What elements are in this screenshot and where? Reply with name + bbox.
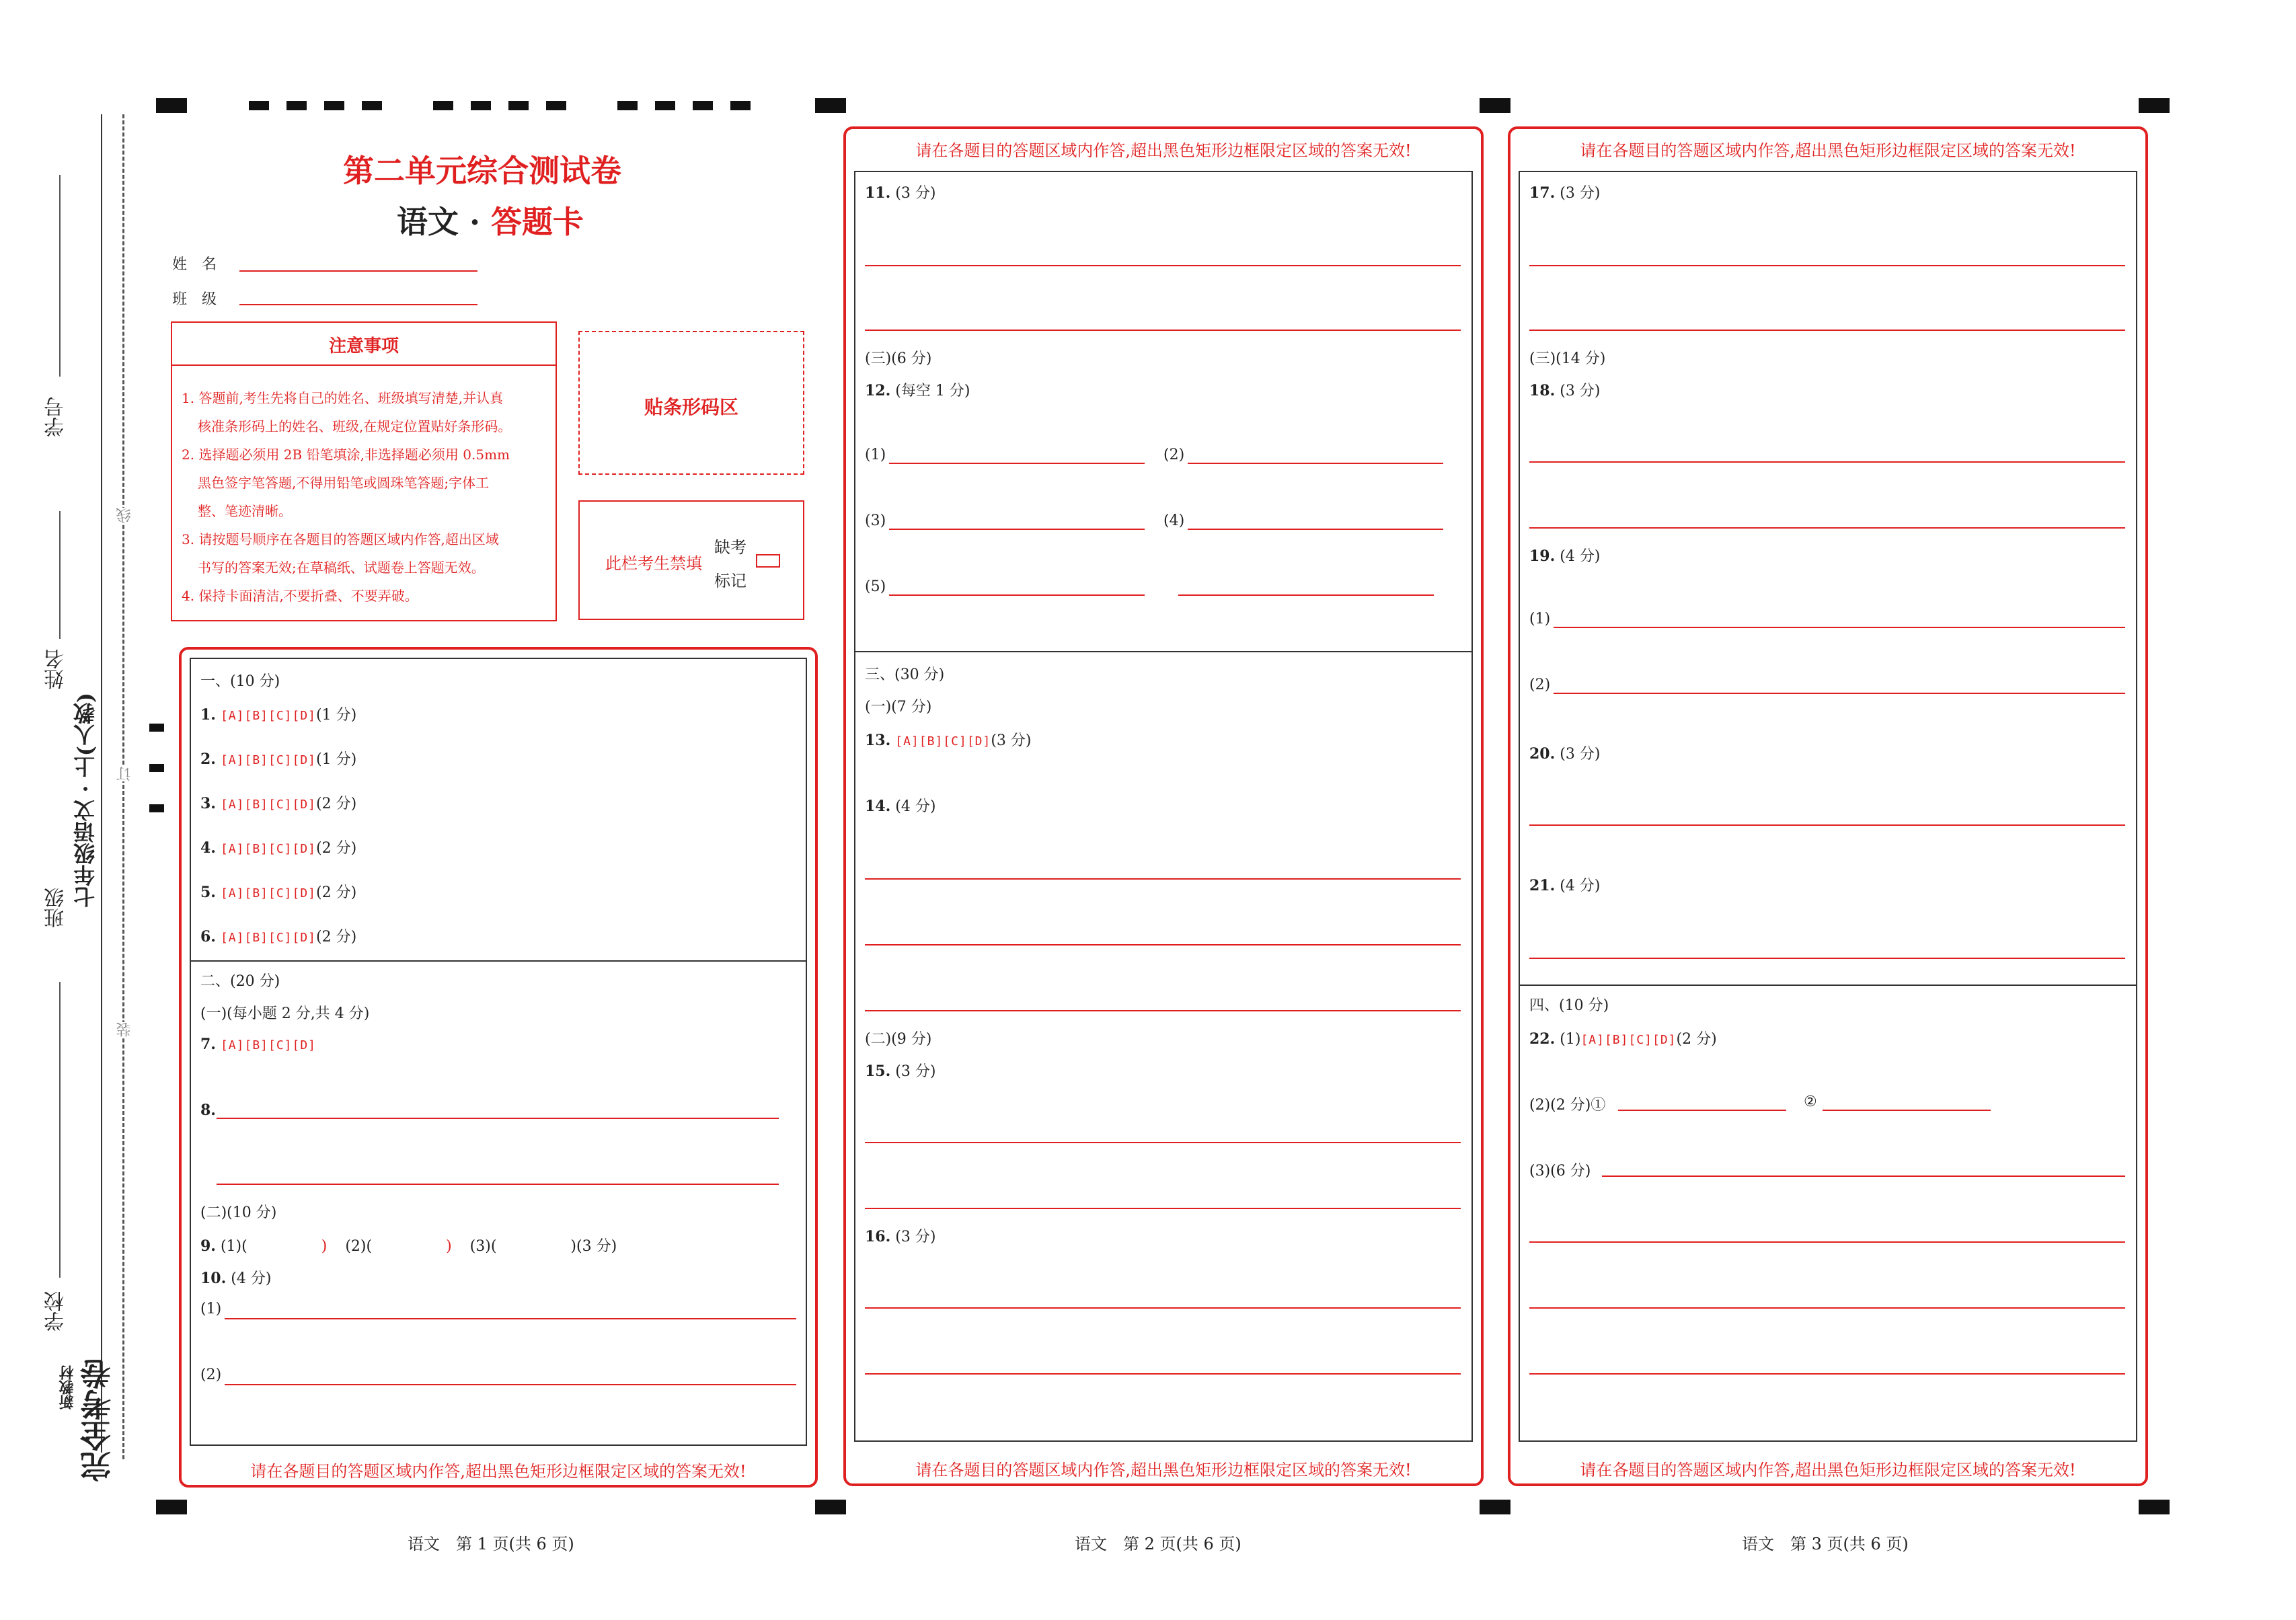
answer-line[interactable] [225, 1384, 796, 1385]
margin-grade: 七年级语文 · 上(人教) [73, 693, 98, 908]
q-number: 3. [200, 795, 216, 812]
q-number: 15. [865, 1063, 891, 1080]
q5-row[interactable] [200, 881, 356, 902]
q-score: (1 分) [316, 707, 357, 724]
blank-label: (4) [1163, 512, 1185, 529]
binding-dash-line [122, 114, 124, 1459]
answer-line[interactable] [865, 1208, 1461, 1209]
timing-mark [433, 101, 453, 110]
q9-part: (2)( [345, 1238, 373, 1255]
subsection-heading: (一)(7 分) [865, 699, 932, 716]
q-score: (2 分) [1676, 1031, 1717, 1048]
choice-options[interactable]: [A][B][C][D] [220, 931, 317, 945]
choice-options[interactable]: [A][B][C][D] [220, 1038, 317, 1052]
q-number: 19. [1529, 547, 1556, 565]
subtitle-prefix: 语文 · [397, 204, 492, 240]
seal-mark: 装 [114, 1022, 135, 1037]
notice-box [171, 321, 557, 621]
margin-line [101, 114, 102, 1453]
q-score: (2 分) [316, 796, 357, 812]
q10-heading [200, 1267, 271, 1288]
page-title: 第二单元综合测试卷 [343, 153, 621, 189]
q20-heading [1529, 742, 1600, 763]
q19-heading [1529, 545, 1600, 566]
answer-line[interactable] [889, 529, 1145, 530]
answer-line[interactable] [1529, 330, 2125, 331]
corner-mark [815, 1500, 846, 1514]
answer-line[interactable] [1529, 1373, 2125, 1375]
q-score: (3 分) [1560, 185, 1601, 202]
q9-part: ) [446, 1238, 452, 1255]
q-score: (4 分) [895, 798, 936, 815]
subsection-heading: (一)(每小题 2 分,共 4 分) [200, 1005, 370, 1022]
choice-options[interactable]: [A][B][C][D] [895, 734, 991, 748]
corner-mark [1480, 98, 1510, 113]
q-number: 10. [200, 1270, 227, 1287]
q-number: 12. [865, 382, 891, 399]
answer-line[interactable] [1529, 461, 2125, 463]
answer-line[interactable] [865, 944, 1461, 946]
q-number: 7. [200, 1036, 216, 1053]
subsection-heading: (二)(10 分) [200, 1204, 277, 1221]
answer-line[interactable] [1188, 463, 1443, 464]
q18-heading [1529, 379, 1600, 400]
name-field[interactable] [239, 270, 477, 272]
warning-text: 请在各题目的答题区域内作答,超出黑色矩形边框限定区域的答案无效! [915, 141, 1412, 160]
q9-part: ) [321, 1238, 328, 1255]
notice-divider [172, 364, 556, 366]
barcode-label: 贴条形码区 [644, 396, 738, 418]
choice-options[interactable]: [A][B][C][D] [220, 886, 317, 900]
answer-line[interactable] [1529, 265, 2125, 266]
answer-line[interactable] [1554, 693, 2125, 694]
q-number: 17. [1529, 184, 1556, 202]
q4-row[interactable] [200, 837, 356, 857]
name-label: 姓 名 [172, 256, 217, 273]
seal-mark: 线 [114, 508, 135, 523]
q22-part: (2)(2 分)① [1529, 1097, 1606, 1114]
q-number: 8. [200, 1102, 216, 1119]
notice-line: 2. 选择题必须用 2B 铅笔填涂,非选择题必须用 0.5mm [182, 447, 510, 463]
q-score: (3 分) [1560, 746, 1601, 763]
timing-mark [508, 101, 529, 110]
student-no-line[interactable] [59, 175, 61, 377]
q-number: 9. [200, 1237, 216, 1255]
side-mark [149, 804, 164, 812]
answer-area-page2-top [854, 171, 1473, 652]
q22-row[interactable] [1529, 1028, 1717, 1048]
q3-row[interactable] [200, 792, 356, 813]
corner-mark [156, 98, 187, 113]
answer-line[interactable] [217, 1184, 779, 1185]
absent-box [578, 500, 804, 620]
timing-mark [730, 101, 751, 110]
q-score: (2 分) [316, 840, 357, 857]
q7-row[interactable] [200, 1036, 316, 1053]
class-field[interactable] [239, 304, 477, 305]
q-number: 5. [200, 884, 216, 901]
q-number: 16. [865, 1228, 891, 1245]
notice-line: 4. 保持卡面清洁,不要折叠、不要弄破。 [182, 588, 418, 604]
margin-name: 姓名 [44, 649, 68, 689]
q14-heading [865, 795, 935, 816]
q1-row[interactable] [200, 703, 356, 724]
warning-text: 请在各题目的答题区域内作答,超出黑色矩形边框限定区域的答案无效! [915, 1461, 1412, 1479]
side-mark [149, 764, 164, 772]
subsection-heading: (三)(14 分) [1529, 350, 1606, 367]
q22-part: (3)(6 分) [1529, 1163, 1591, 1180]
answer-line[interactable] [217, 1118, 779, 1119]
warning-text: 请在各题目的答题区域内作答,超出黑色矩形边框限定区域的答案无效! [1580, 141, 2076, 160]
blank-label: (1) [865, 447, 886, 463]
q-score: (3 分) [895, 1063, 936, 1080]
warning-text: 请在各题目的答题区域内作答,超出黑色矩形边框限定区域的答案无效! [1580, 1461, 2076, 1479]
timing-mark [693, 101, 713, 110]
q-score: (3 分) [895, 1229, 936, 1245]
q-score: (4 分) [1560, 878, 1601, 894]
q-number: 2. [200, 750, 216, 768]
answer-line[interactable] [865, 330, 1461, 331]
section-4-heading: 四、(10 分) [1529, 997, 1609, 1014]
barcode-area [578, 331, 804, 475]
q6-row[interactable] [200, 925, 356, 946]
answer-line[interactable] [1178, 594, 1434, 596]
answer-line[interactable] [1823, 1110, 1991, 1111]
page-subtitle [397, 198, 584, 242]
brand-small: 新教材 [59, 1365, 76, 1410]
blank-label: (2) [1529, 677, 1551, 693]
answer-line[interactable] [1529, 1241, 2125, 1243]
section-1-heading: 一、(10 分) [200, 673, 280, 690]
q-number: 20. [1529, 745, 1556, 763]
q9-row[interactable] [200, 1235, 617, 1256]
answer-line[interactable] [1554, 627, 2125, 628]
blank-label: (2) [200, 1366, 222, 1383]
timing-mark [249, 101, 269, 110]
q-score: (3 分) [991, 732, 1032, 749]
q15-heading [865, 1060, 935, 1081]
class-label: 班 级 [172, 291, 217, 308]
answer-line[interactable] [1618, 1110, 1786, 1111]
timing-mark [286, 101, 307, 110]
q12-heading [865, 379, 970, 400]
blank-label: (5) [865, 578, 886, 595]
answer-line[interactable] [889, 594, 1145, 596]
answer-line[interactable] [865, 1373, 1461, 1375]
blank-label: (1) [200, 1301, 222, 1317]
q22-part: ② [1804, 1093, 1817, 1110]
answer-line[interactable] [1529, 958, 2125, 959]
q-number: 13. [865, 732, 891, 749]
q-number: 21. [1529, 877, 1556, 894]
section-divider [1519, 985, 2137, 986]
q9-part: (3)( [469, 1238, 497, 1255]
q-number: 6. [200, 928, 216, 946]
corner-mark [156, 1500, 187, 1514]
margin-school: 学校 [44, 1291, 68, 1332]
answer-area-page3 [1519, 171, 2137, 1442]
q11-heading [865, 182, 935, 202]
q-score: (4 分) [231, 1270, 272, 1287]
q-score: (每空 1 分) [895, 383, 970, 399]
answer-line[interactable] [1529, 1307, 2125, 1309]
q-number: 11. [865, 184, 891, 202]
answer-line[interactable] [225, 1318, 796, 1319]
answer-line[interactable] [1188, 529, 1443, 530]
subsection-heading: (二)(9 分) [865, 1031, 932, 1048]
timing-mark [546, 101, 566, 110]
choice-options[interactable]: [A][B][C][D] [220, 842, 317, 856]
blank-label: (1) [1529, 611, 1551, 627]
absent-checkbox[interactable] [756, 554, 780, 568]
margin-class: 班级 [44, 888, 68, 928]
answer-line[interactable] [865, 265, 1461, 266]
timing-mark [324, 101, 344, 110]
name-line[interactable] [59, 511, 61, 639]
answer-line[interactable] [865, 1142, 1461, 1143]
answer-line[interactable] [1529, 527, 2125, 529]
q-number: 4. [200, 839, 216, 857]
q17-heading [1529, 182, 1600, 202]
corner-mark [2139, 98, 2170, 113]
warning-text: 请在各题目的答题区域内作答,超出黑色矩形边框限定区域的答案无效! [250, 1462, 747, 1481]
q-number: 1. [200, 706, 216, 724]
section-3-heading: 三、(30 分) [865, 666, 945, 683]
page-footer: 语文 第 1 页(共 6 页) [408, 1535, 574, 1553]
notice-line: 1. 答题前,考生先将自己的姓名、班级填写清楚,并认真 [182, 390, 504, 406]
subsection-heading: (三)(6 分) [865, 350, 932, 367]
notice-line: 核准条形码上的姓名、班级,在规定位置贴好条形码。 [198, 418, 512, 434]
blank-label: (2) [1163, 447, 1185, 463]
answer-line[interactable] [865, 1010, 1461, 1011]
q-number: 18. [1529, 382, 1556, 399]
section-2-heading: 二、(20 分) [200, 973, 280, 990]
answer-area-page2-bottom [854, 651, 1473, 1442]
blank-label: (3) [865, 512, 886, 529]
q-score: (3 分) [1560, 383, 1601, 399]
q16-heading [865, 1225, 935, 1246]
choice-options[interactable]: [A][B][C][D] [220, 753, 317, 767]
q-score: (3 分) [895, 185, 936, 202]
answer-line[interactable] [865, 878, 1461, 880]
q21-heading [1529, 874, 1600, 895]
q9-part: (1)( [220, 1238, 247, 1255]
timing-mark [617, 101, 638, 110]
q-score: (4 分) [1560, 548, 1601, 565]
brand-logo: 完全考卷 [79, 1358, 116, 1482]
subtitle-red: 答题卡 [491, 204, 584, 240]
answer-line[interactable] [865, 1307, 1461, 1309]
absent-label: 此栏考生禁填 [605, 554, 702, 573]
timing-mark [362, 101, 382, 110]
q-score: (2 分) [316, 884, 357, 901]
q-number: 22. [1529, 1030, 1556, 1048]
timing-mark [655, 101, 675, 110]
q22-part: (1) [1560, 1031, 1581, 1048]
choice-options[interactable]: [A][B][C][D] [1580, 1033, 1677, 1047]
choice-options[interactable]: [A][B][C][D] [220, 798, 317, 812]
absent-mark-1: 缺考 [714, 538, 747, 557]
q-score: (2 分) [316, 929, 357, 946]
q-score: (1 分) [316, 751, 357, 768]
corner-mark [815, 98, 846, 113]
notice-line: 黑色签字笔答题,不得用铅笔或圆珠笔答题;字体工 [198, 475, 490, 491]
side-mark [149, 724, 164, 732]
class-line[interactable] [59, 982, 61, 1278]
page-footer: 语文 第 2 页(共 6 页) [1075, 1535, 1241, 1553]
section-divider [190, 960, 807, 962]
seal-mark: 订 [114, 767, 135, 781]
corner-mark [2139, 1500, 2170, 1514]
q-number: 14. [865, 798, 891, 815]
notice-line: 3. 请按题号顺序在各题目的答题区域内作答,超出区域 [182, 531, 499, 547]
notice-line: 整、笔迹清晰。 [198, 503, 292, 519]
answer-line[interactable] [1529, 824, 2125, 826]
margin-student-no: 学号 [44, 397, 68, 437]
timing-mark [471, 101, 491, 110]
absent-mark-2: 标记 [714, 572, 747, 590]
corner-mark [1480, 1500, 1510, 1514]
answer-line[interactable] [889, 463, 1145, 464]
page-footer: 语文 第 3 页(共 6 页) [1742, 1535, 1909, 1553]
notice-line: 书写的答案无效;在草稿纸、试题卷上答题无效。 [198, 560, 485, 576]
notice-title: 注意事项 [328, 336, 399, 356]
choice-options[interactable]: [A][B][C][D] [220, 709, 317, 723]
q9-part: )(3 分) [570, 1238, 617, 1255]
answer-line[interactable] [1602, 1175, 2125, 1177]
q13-row[interactable] [865, 729, 1032, 750]
q2-row[interactable] [200, 748, 356, 769]
